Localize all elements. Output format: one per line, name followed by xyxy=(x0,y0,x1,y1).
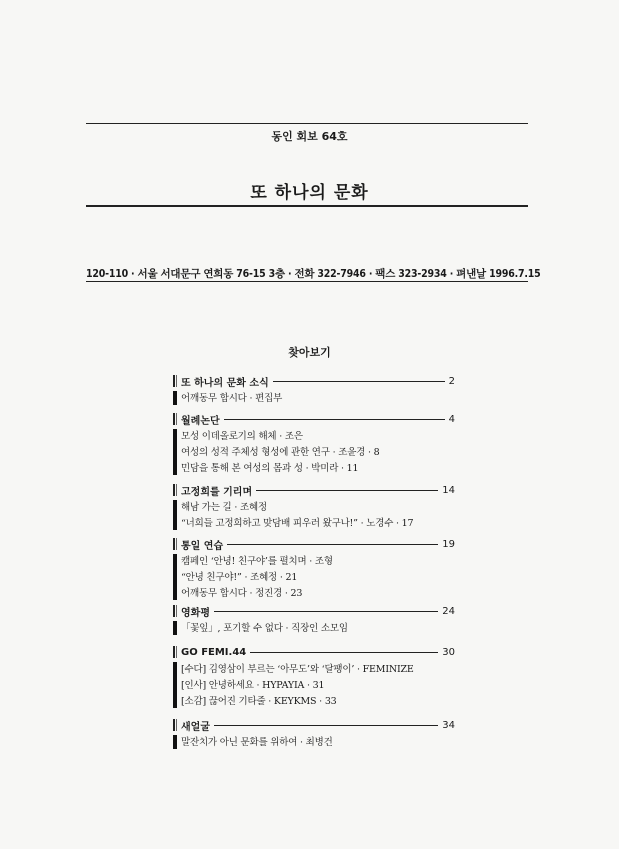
toc-item: [인사] 안녕하세요 · HYPAYIA · 31 xyxy=(181,680,325,691)
toc-item: 말잔치가 아닌 문화를 위하여 · 최병건 xyxy=(181,737,333,748)
section-bar xyxy=(173,621,177,635)
leader-line xyxy=(227,544,438,545)
section-bar xyxy=(173,735,177,749)
toc-item: 민담을 통해 본 여성의 몸과 성 · 박미라 · 11 xyxy=(181,463,359,474)
toc-title: 찾아보기 xyxy=(288,346,331,359)
toc-section-title: 새얼굴 xyxy=(181,721,210,733)
leader-line xyxy=(214,611,438,612)
address-line: 120-110 · 서울 서대문구 연희동 76-15 3층 · 전화 322-7946 · 팩스 323-2934 · 펴낸날 1996.7.15 xyxy=(86,268,541,280)
toc-section-heading xyxy=(173,604,455,618)
toc-section xyxy=(173,645,455,710)
toc-item: 어깨동무 합시다 · 정진경 · 23 xyxy=(181,588,303,599)
section-marker-icon xyxy=(173,646,177,658)
section-bar xyxy=(173,554,177,600)
toc-page-number: 30 xyxy=(442,646,455,658)
section-marker-icon xyxy=(173,538,177,550)
toc-item: [소감] 끊어진 기타줄 · KEYKMS · 33 xyxy=(181,696,337,707)
toc-item: “너희들 고정희하고 맞담배 피우러 왔구나!” · 노경수 · 17 xyxy=(181,518,414,529)
toc-item: [수다] 김영삼이 부르는 ‘아무도’와 ‘달팽이’ · FEMINIZE xyxy=(181,664,414,675)
toc-page-number: 24 xyxy=(442,605,455,617)
leader-line xyxy=(256,490,438,491)
toc-page-number: 2 xyxy=(448,375,455,387)
leader-line xyxy=(250,652,438,653)
leader-line xyxy=(273,381,445,382)
toc-item: 모성 이데올로기의 해체 · 조은 xyxy=(181,431,303,442)
toc-section xyxy=(173,718,455,751)
toc-section-title: 또 하나의 문화 소식 xyxy=(181,377,269,389)
toc-section-heading xyxy=(173,483,455,497)
section-marker-icon xyxy=(173,484,177,496)
toc-section-heading xyxy=(173,374,455,388)
toc-section-items xyxy=(173,735,455,751)
toc-page-number: 19 xyxy=(442,538,455,550)
toc-section xyxy=(173,537,455,602)
toc-section-items xyxy=(173,500,455,532)
toc-section-title: GO FEMI.44 xyxy=(181,646,247,658)
toc-section-heading xyxy=(173,645,455,659)
toc-page-number: 34 xyxy=(442,719,455,731)
toc-section-title: 통일 연습 xyxy=(181,540,224,552)
toc-section-title: 월례논단 xyxy=(181,415,220,427)
toc-section xyxy=(173,604,455,637)
section-bar xyxy=(173,500,177,530)
toc-section-items xyxy=(173,554,455,602)
toc-item: “안녕 친구야!” · 조혜정 · 21 xyxy=(181,572,298,583)
toc-section-heading xyxy=(173,412,455,426)
toc-section xyxy=(173,483,455,532)
address-rule xyxy=(86,281,528,282)
section-marker-icon xyxy=(173,719,177,731)
section-marker-icon xyxy=(173,605,177,617)
toc-page-number: 14 xyxy=(442,484,455,496)
toc-section-items xyxy=(173,662,455,710)
toc-section-items xyxy=(173,429,455,477)
leader-line xyxy=(224,419,445,420)
toc-item: 어깨동무 합시다 · 편집부 xyxy=(181,393,283,404)
toc-section-items xyxy=(173,391,455,407)
section-bar xyxy=(173,429,177,475)
newsletter-title: 또 하나의 문화 xyxy=(250,183,369,203)
section-marker-icon xyxy=(173,375,177,387)
toc-section-heading xyxy=(173,718,455,732)
toc-section xyxy=(173,374,455,407)
top-rule xyxy=(86,123,528,124)
title-rule xyxy=(86,205,528,207)
issue-number: 동인 회보 64호 xyxy=(271,130,348,143)
toc-item: 해남 가는 길 · 조혜정 xyxy=(181,502,267,513)
section-bar xyxy=(173,662,177,708)
toc-item: 여성의 성적 주체성 형성에 관한 연구 · 조윤경 · 8 xyxy=(181,447,380,458)
toc-item: 캠페인 ‘안녕! 친구야’를 펼치며 · 조형 xyxy=(181,556,333,567)
leader-line xyxy=(214,725,438,726)
toc-item: 「꽃잎」, 포기할 수 없다 · 직장인 소모임 xyxy=(181,623,348,634)
section-bar xyxy=(173,391,177,405)
toc-section xyxy=(173,412,455,477)
toc-page-number: 4 xyxy=(448,413,455,425)
toc-section-title: 고정희를 기리며 xyxy=(181,486,253,498)
toc-section-items xyxy=(173,621,455,637)
toc-section-title: 영화평 xyxy=(181,607,210,619)
section-marker-icon xyxy=(173,413,177,425)
toc-section-heading xyxy=(173,537,455,551)
